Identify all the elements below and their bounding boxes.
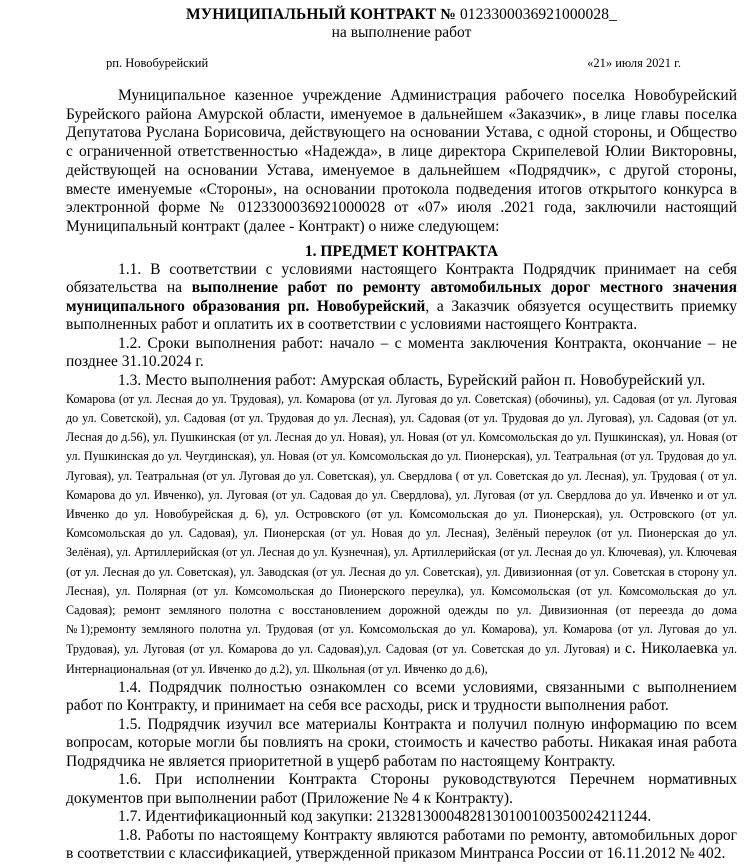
preamble-paragraph: Муниципальное казенное учреждение Администрация рабочего поселка Новобурейский Бурейского района Амурской области, именуемое в дальнейшем «Заказчик», в лице главы поселка Депутатова Руслана Борисовича, действующего на основании Устава, с одной стороны, и Общество с ограниченной ответственностью «Надежда», в лице директора Скрипелевой Юлии Викторовны, действующей на основании Устава, именуемое в дальнейшем «Подрядчик», с другой стороны, вместе именуемые «Стороны», на основании протокола подведения итогов открытого конкурса в электронной форме № 0123300036921000028 от «07» июля .2021 года, заключили настоящий Муниципальный контракт (далее - Контракт) о ниже следующем: <box>66 87 737 235</box>
clause-1-7: 1.7. Идентификационный код закупки: 213281300048281301001003500242112​44. <box>118 808 652 826</box>
section-heading: 1. ПРЕДМЕТ КОНТРАКТА <box>304 242 499 260</box>
contract-date: «21» июля 2021 г. <box>587 56 681 70</box>
contract-place: рп. Новобурейский <box>106 56 209 70</box>
street-list-village: с. Николаевка <box>624 640 718 658</box>
contract-subtitle: на выполнение работ <box>331 24 472 41</box>
clause-1-8: 1.8. Работы по настоящему Контракту являются работами по ремонту, автомобильных дорог в соответствии с классификацией, утвержденной приказом Минтранса России от 16.11.2012 № 402. <box>66 826 737 863</box>
place-date-line <box>66 54 737 72</box>
clause-1-5: 1.5. Подрядчик изучил все материалы Контракта и получил полную информацию по всем вопросам, которые могли бы повлиять на сроки, стоимость и качество работы. Никакая иная работа Подрядчика не является приоритетной в ущерб работам по настоящему Контракту. <box>66 715 737 770</box>
clause-1-6: 1.6. При исполнении Контракта Стороны руководствуются Перечнем нормативных документов при выполнении работ (Приложение № 4 к Контракту). <box>66 771 737 807</box>
street-list-main: Комарова (от ул. Лесная до ул. Трудовая), ул. Комарова (от ул. Луговая до ул. Советская) (обочины), ул. Садовая (от ул. Луговая до ул. Советской), ул. Садовая (от ул. Трудовая до ул. Лесная), ул. Садовая (от ул. Трудовая до ул. Луговая), ул. Садовая (от ул. Лесная до д.56), ул. Пушкинская (от ул. Лесная до ул. Новая), ул. Новая (от ул. Комсомольская до ул. Пушкинская), ул. Новая (от ул. Пушкинская до ул. Чеугдинская), ул. Новая (от ул. Комсомольская до ул. Пионерская), ул. Театральная (от ул. Трудовая до ул. Луговая), ул. Театральная (от ул. Луговая до ул. Советская), ул. Свердлова ( от ул. Советская до ул. Лесная), ул. Трудовая ( от ул. Комарова до ул. Ивченко), ул. Луговая (от ул. Садовая до ул. Свердлова), ул. Луговая (от ул. Свердлова до ул. Ивченко и от ул. Ивченко до ул. Новобурейская д. 6), ул. Островского (от ул. Комсомольская до ул. Пионерская), ул. Островского (от ул. Комсомольская до ул. Садовая), ул. Пионерская (от ул. Новая до ул. Лесная), Зелёный переулок (от ул. Пионерская до ул. Зелёная), ул. Артиллерийская (от ул. Лесная до ул. Кузнечная), ул. Артиллерийская (от ул. Лесная до ул. Ключевая), ул. Ключевая (от ул. Лесная до ул. Советская), ул. Заводская (от ул. Лесная до ул. Советская), ул. Дивизионная (от ул. Советская в сторону ул. Лесная), ул. Полярная (от ул. Комсомольская до Пионерского переулка), ул. Комсомольская (от ул. Комсомольская до ул. Садовая); ремонт земляного полотна с восстановлением дорожной одежды по ул. Дивизионная (от переезда до дома №1);ремонту земляного полотна ул. Трудовая (от ул. Комсомольская до ул. Комарова), ул. Комарова (от ул. Луговая до ул. Трудовая), ул. Луговая (от ул. Комарова до ул. Садовая),ул. Садовая (от ул. Советская до ул. Луговая) и <box>66 391 737 657</box>
clause-1-1-text-start: 1.1. В соответствии с условиями настоящего Контракта Подрядчик принимает на себя обязательства на <box>66 260 737 297</box>
clause-1-3-lead: 1.3. Место выполнения работ: Амурская область, Бурейский район п. Новобурейский ул. <box>118 371 706 389</box>
contract-title-prefix: МУНИЦИПАЛЬНЫЙ КОНТРАКТ № <box>186 6 456 23</box>
clause-1-1 <box>66 261 737 335</box>
clause-1-3-street-list <box>66 390 737 679</box>
contract-title <box>66 6 737 24</box>
contract-number: 0123300036921000028_ <box>459 6 617 23</box>
clause-1-2: 1.2. Сроки выполнения работ: начало – с момента заключения Контракта, окончание – не позднее 31.10.2024 г. <box>66 334 737 371</box>
clause-1-1-text-end: , а Заказчик обязуется осуществить приемку выполненных работ и оплатить их в соответствии с условиями настоящего Контракта. <box>66 297 738 334</box>
clause-1-1-bold-subject: выполнение работ по ремонту автомобильных дорог местного значения муниципального образования рп. Новобурейский <box>66 279 737 315</box>
street-list-tail: ул. Интернациональная (от ул. Ивченко до д.2), ул. Школьная (от ул. Ивченко до д.6), <box>66 642 737 676</box>
clause-1-4: 1.4. Подрядчик полностью ознакомлен со всеми условиями, связанными с выполнением работ по Контракту, и принимает на себя все расходы, риск и трудности выполнения работ. <box>66 678 737 715</box>
